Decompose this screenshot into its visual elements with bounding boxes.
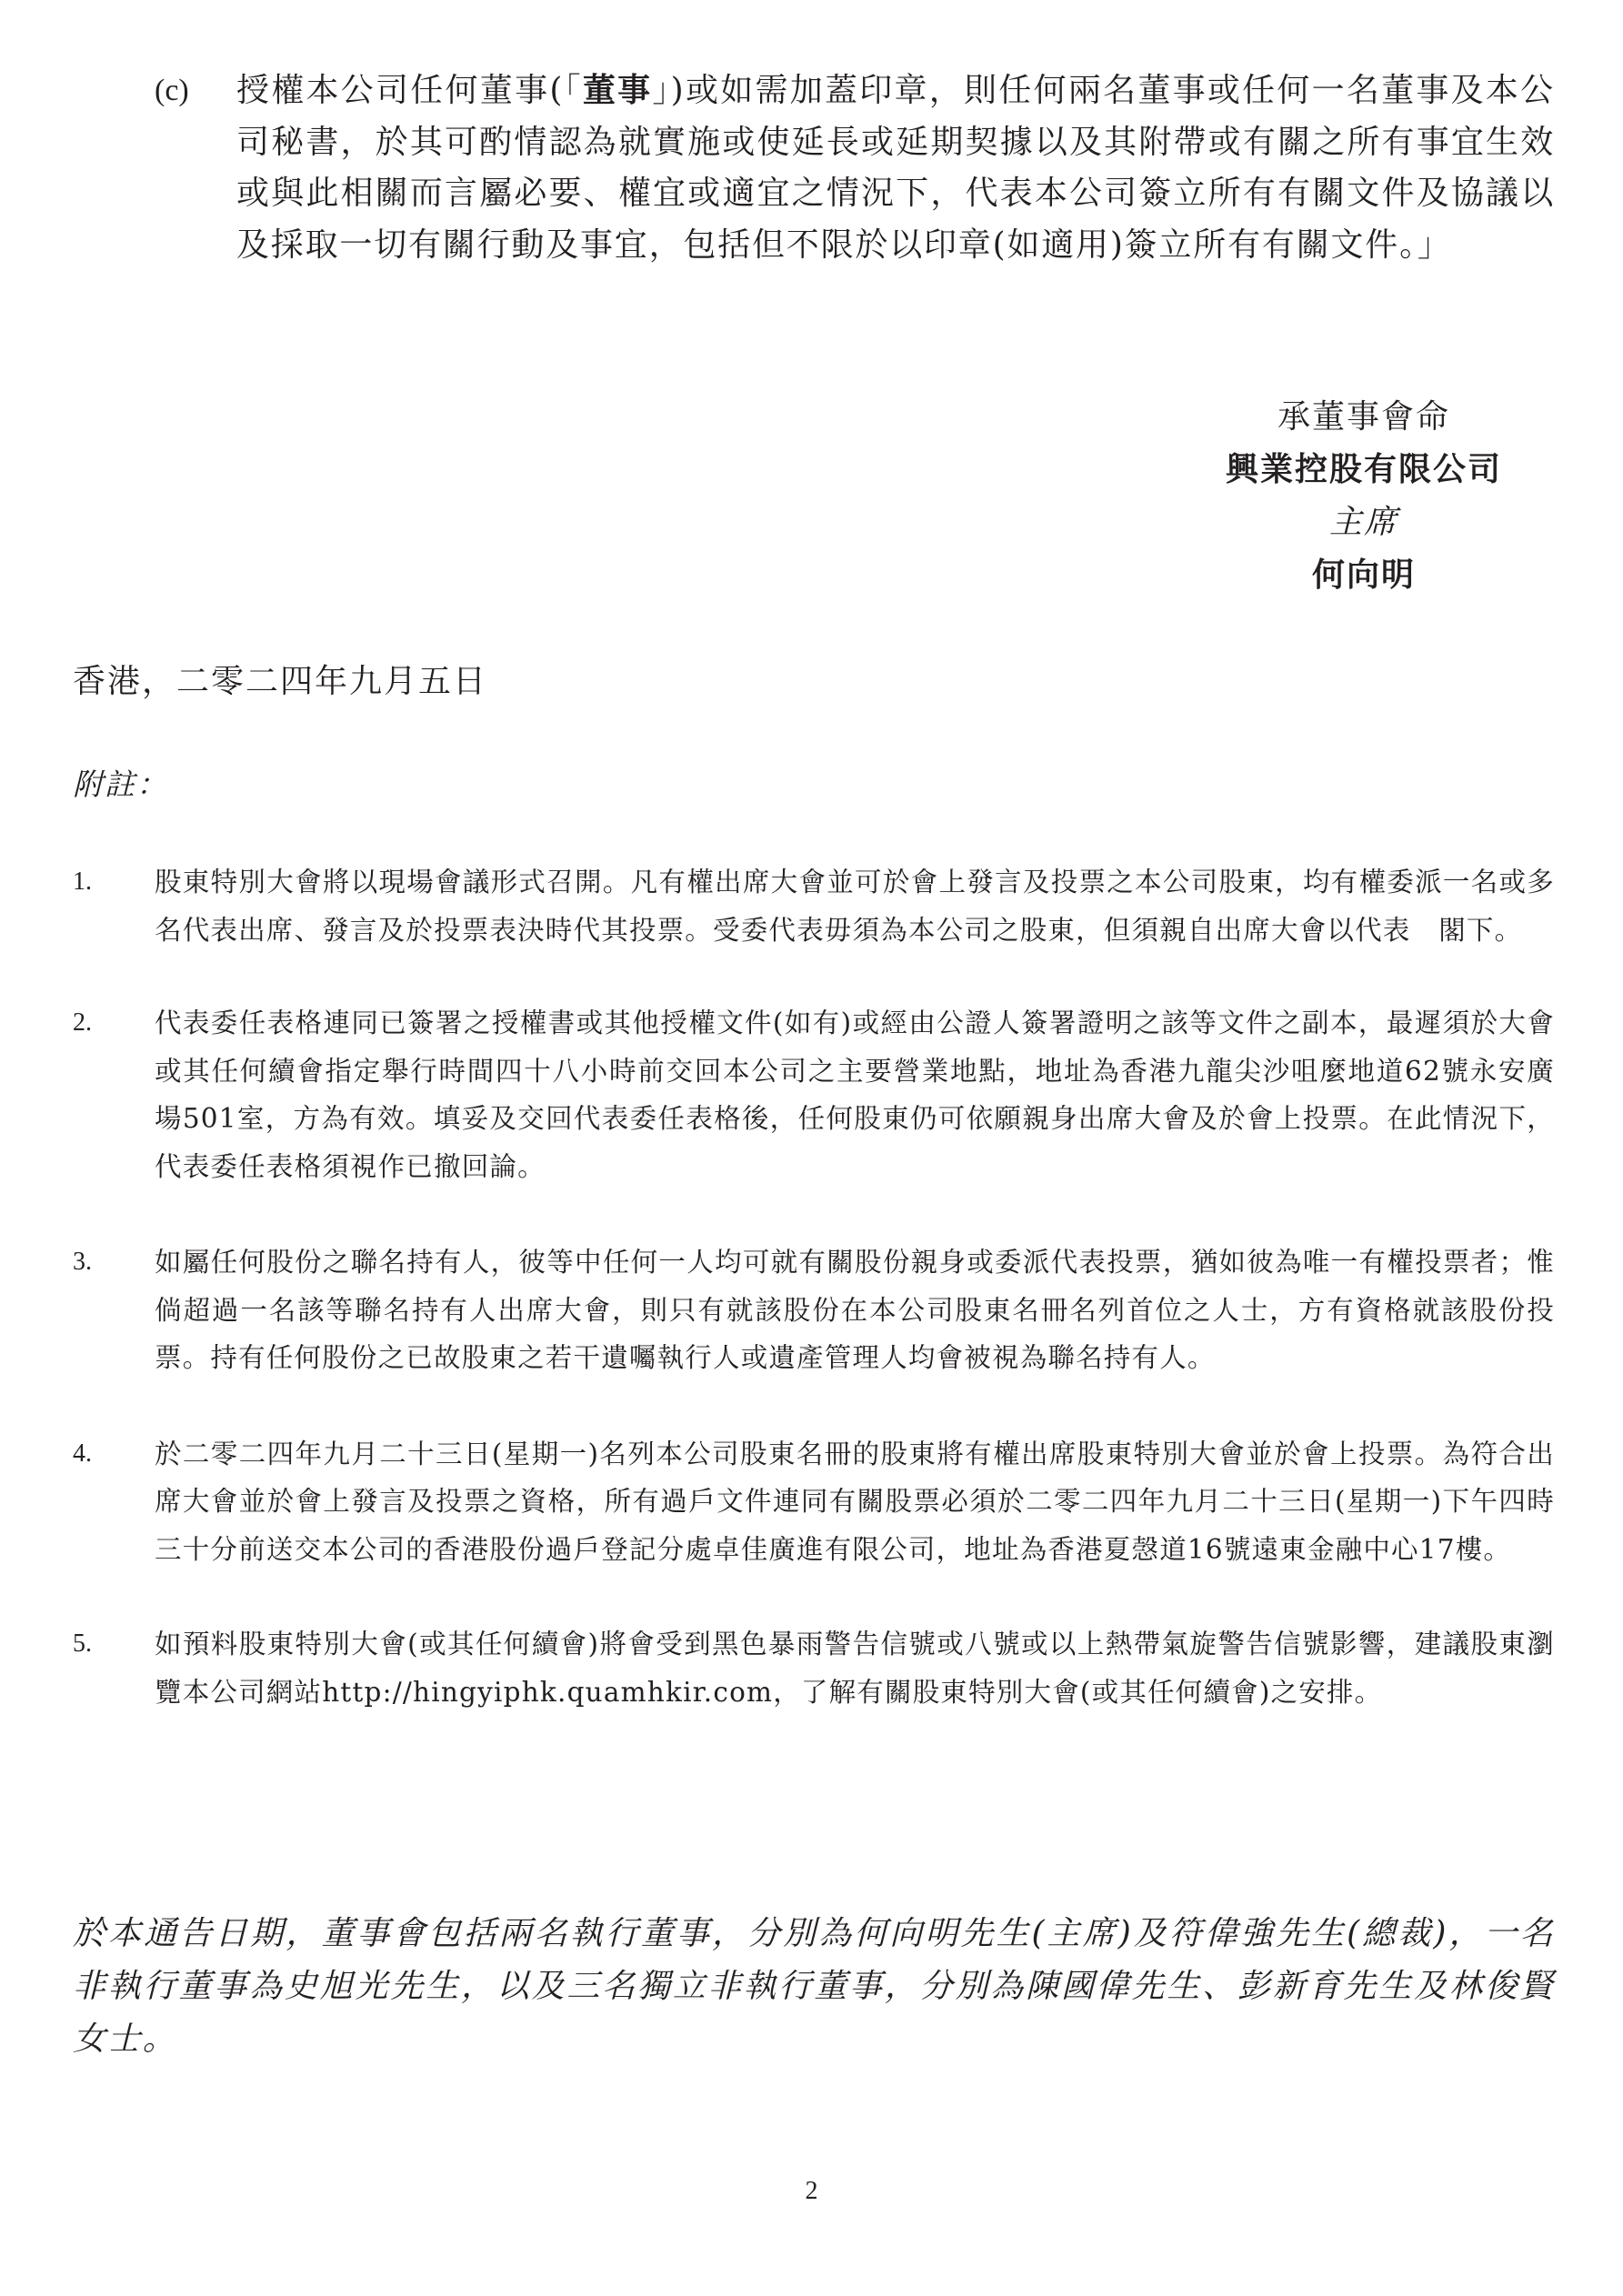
notes-heading: 附註： bbox=[73, 767, 168, 802]
note-number: 3. bbox=[73, 1248, 92, 1276]
note-item bbox=[73, 999, 1555, 1190]
note-number: 4. bbox=[73, 1439, 92, 1468]
note-text: 於二零二四年九月二十三日(星期一)名列本公司股東名冊的股東將有權出席股東特別大會並於會上投票。為符合出席大會並於會上發言及投票之資格，所有過戶文件連同有關股票必須於二零二四年九月二十三日(星期一)下午四時三十分前送交本公司的香港股份過戶登記分處卓佳廣進有限公司，地址為香港夏愨道16號遠東金融中心17樓。 bbox=[155, 1438, 1555, 1565]
resolution-paragraph-c bbox=[155, 65, 1555, 271]
page-number: 2 bbox=[805, 2177, 818, 2205]
signature-block bbox=[1173, 391, 1555, 602]
note-item bbox=[73, 1430, 1555, 1574]
note-item bbox=[73, 1238, 1555, 1382]
note-item bbox=[73, 1620, 1555, 1716]
resolution-text-end: 」)或如需加蓋印章，則任何兩名董事或任何一名董事及本公司秘書，於其可酌情認為就實施或使延長或延期契據以及其附帶或有關之所有事宜生效或與此相關而言屬必要、權宜或適宜之情況下，代表本公司簽立所有有關文件及協議以及採取一切有關行動及事宜，包括但不限於以印章(如適用)簽立所有有關文件。」 bbox=[236, 72, 1555, 264]
by-order-of-board: 承董事會命 bbox=[1277, 398, 1450, 436]
note-text: 股東特別大會將以現場會議形式召開。凡有權出席大會並可於會上發言及投票之本公司股東，均有權委派一名或多名代表出席、發言及於投票表決時代其投票。受委代表毋須為本公司之股東，但須親自出席大會以代表 閣下。 bbox=[155, 867, 1555, 946]
resolution-marker: (c) bbox=[155, 74, 189, 107]
defined-term-directors: 董事 bbox=[582, 72, 653, 109]
signer-role: 主席 bbox=[1328, 504, 1398, 541]
note-item bbox=[73, 858, 1555, 954]
place-and-date: 香港，二零二四年九月五日 bbox=[73, 663, 488, 700]
resolution-text-start: 授權本公司任何董事(「 bbox=[236, 72, 583, 109]
resolution-body bbox=[236, 65, 1555, 271]
note-number: 5. bbox=[73, 1629, 92, 1658]
notes-list bbox=[73, 858, 1555, 1766]
board-composition-statement: 於本通告日期，董事會包括兩名執行董事，分別為何向明先生(主席)及符偉強先生(總裁)，一名非執行董事為史旭光先生，以及三名獨立非執行董事，分別為陳國偉先生、彭新育先生及林俊賢女士。 bbox=[73, 1915, 1555, 2058]
signer-name: 何向明 bbox=[1311, 556, 1416, 594]
note-number: 1. bbox=[73, 867, 92, 896]
note-text: 如預料股東特別大會(或其任何續會)將會受到黑色暴雨警告信號或八號或以上熱帶氣旋警告信號影響，建議股東瀏覽本公司網站http://hingyiphk.quamhkir.com，了解有關股東特別大會(或其任何續會)之安排。 bbox=[155, 1629, 1555, 1708]
note-text: 如屬任何股份之聯名持有人，彼等中任何一人均可就有關股份親身或委派代表投票，猶如彼為唯一有權投票者；惟倘超過一名該等聯名持有人出席大會，則只有就該股份在本公司股東名冊名列首位之人士，方有資格就該股份投票。持有任何股份之已故股東之若干遺囑執行人或遺產管理人均會被視為聯名持有人。 bbox=[155, 1247, 1555, 1373]
note-number: 2. bbox=[73, 1008, 92, 1037]
note-text: 代表委任表格連同已簽署之授權書或其他授權文件(如有)或經由公證人簽署證明之該等文件之副本，最遲須於大會或其任何續會指定舉行時間四十八小時前交回本公司之主要營業地點，地址為香港九龍尖沙咀麼地道62號永安廣場501室，方為有效。填妥及交回代表委任表格後，任何股東仍可依願親身出席大會及於會上投票。在此情況下，代表委任表格須視作已撤回論。 bbox=[155, 1008, 1555, 1182]
company-name: 興業控股有限公司 bbox=[1225, 451, 1502, 488]
